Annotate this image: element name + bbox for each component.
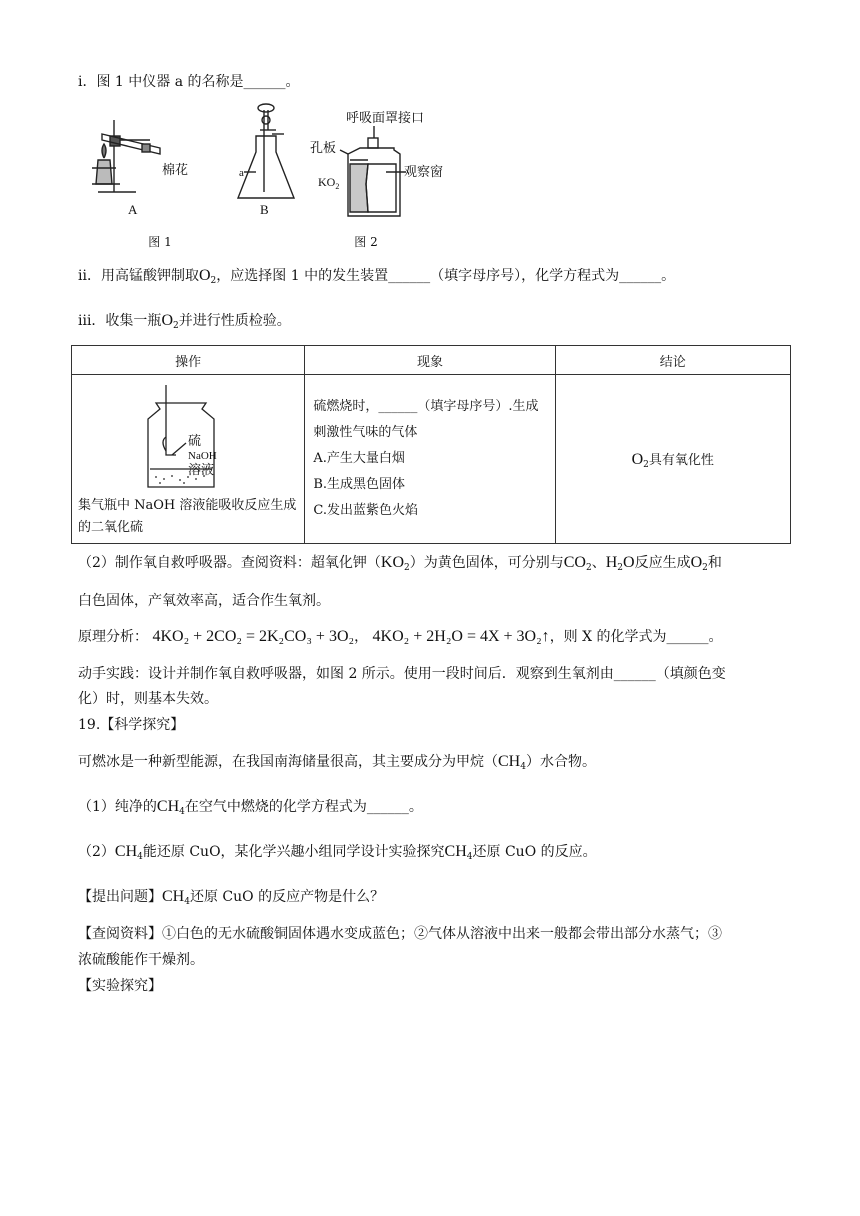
label-naoh: NaOH: [188, 450, 217, 462]
option-b: B.生成黑色固体: [313, 477, 406, 492]
para2-line2: 白色固体，产氧效率高，适合作生氧剂。: [78, 593, 330, 609]
question-ii: ⅱ．用高锰酸钾制取$O_2$，应选择图 1 中的发生装置______（填字母序号），化学方程式为______。: [78, 267, 676, 286]
header-operation: 操作: [72, 346, 305, 375]
label-ko2-sub: 2: [335, 182, 340, 191]
practice-line1: 动手实践：设计并制作氧自救呼吸器，如图 2 所示。使用一段时间后．观察到生氧剂由______（填颜色变: [78, 666, 726, 682]
label-perforated-plate: 孔板: [310, 140, 337, 155]
phenomenon-intro: 硫燃烧时，______（填字母序号）.生成刺激性气味的气体: [313, 399, 539, 440]
para2-line1: （2）制作氧自救呼吸器。查阅资料：超氧化钾$(KO_2)$为黄色固体，可分别与$CO_2$、$H_2O$反应生成$O_2$和: [78, 554, 722, 573]
label-B: B: [260, 202, 269, 217]
cell-conclusion: $O_2$具有氧化性: [555, 375, 790, 544]
cell-operation: [72, 375, 305, 544]
question-19-intro: 可燃冰是一种新型能源，在我国南海储量很高，其主要成分为甲烷$(CH_4)$水合物。: [78, 753, 596, 772]
label-solution: 溶液: [188, 462, 215, 477]
reference-line1: 【查阅资料】①白色的无水硫酸铜固体遇水变成蓝色；②气体从溶液中出来一般都会带出部分水蒸气；③: [78, 926, 722, 942]
gas-jar-diagram: [136, 381, 276, 491]
label-window: 观察窗: [404, 164, 444, 179]
device-a: [92, 120, 160, 192]
question-i: ⅰ．图 1 中仪器 a 的名称是______。: [78, 74, 300, 90]
question-iii: ⅲ．收集一瓶$O_2$并进行性质检验。: [78, 312, 291, 331]
ask-question: 【提出问题】$CH_4$还原 CuO 的反应产物是什么？: [78, 888, 385, 907]
label-cotton: 棉花: [162, 162, 189, 177]
figure-2-respirator: [310, 108, 450, 226]
option-c: C.发出蓝紫色火焰: [313, 503, 418, 518]
question-19-2: $(2)CH_4$能还原 CuO，某化学兴趣小组同学设计实验探究$CH_4$还原 CuO 的反应。: [78, 843, 597, 862]
svg-text:KO2: [318, 175, 339, 191]
label-A: A: [128, 202, 138, 217]
experiment-inquiry: 【实验探究】: [78, 978, 162, 994]
experiment-table: [71, 345, 791, 544]
cell-phenomenon: [305, 375, 555, 544]
operation-note: 集气瓶中 NaOH 溶液能吸收反应生成的二氧化硫: [78, 498, 297, 535]
figure-1-apparatus: [80, 100, 300, 232]
label-mask-interface: 呼吸面罩接口: [346, 110, 425, 125]
question-19-1: （1）纯净的$CH_4$在空气中燃烧的化学方程式为______。: [78, 798, 423, 817]
label-ko2: KO: [318, 175, 336, 189]
option-a: A.产生大量白烟: [313, 451, 405, 466]
principle-analysis: 原理分析： 4KO₂ + 2CO₂ = 2K₂CO₃ + 3O₂， 4KO₂ + 2H₂O = 4X + 3O₂↑，则 X 的化学式为______。: [78, 628, 723, 645]
label-a: a: [239, 167, 244, 179]
figure-2-caption: 图 2: [354, 235, 378, 249]
figure-1-caption: 图 1: [148, 235, 172, 249]
practice-line2: 化）时，则基本失效。: [78, 691, 218, 707]
label-sulfur: 硫: [188, 433, 202, 448]
device-b: [238, 104, 294, 198]
header-conclusion: 结论: [555, 346, 790, 375]
question-19-title: 19.【科学探究】: [78, 717, 185, 733]
header-phenomenon: 现象: [305, 346, 555, 375]
equation-1: 4KO₂ + 2CO₂ = 2K₂CO₃ + 3O₂: [152, 628, 355, 645]
reference-line2: 浓硫酸能作干燥剂。: [78, 952, 204, 968]
equation-2: 4KO₂ + 2H₂O = 4X + 3O₂↑: [372, 628, 550, 645]
